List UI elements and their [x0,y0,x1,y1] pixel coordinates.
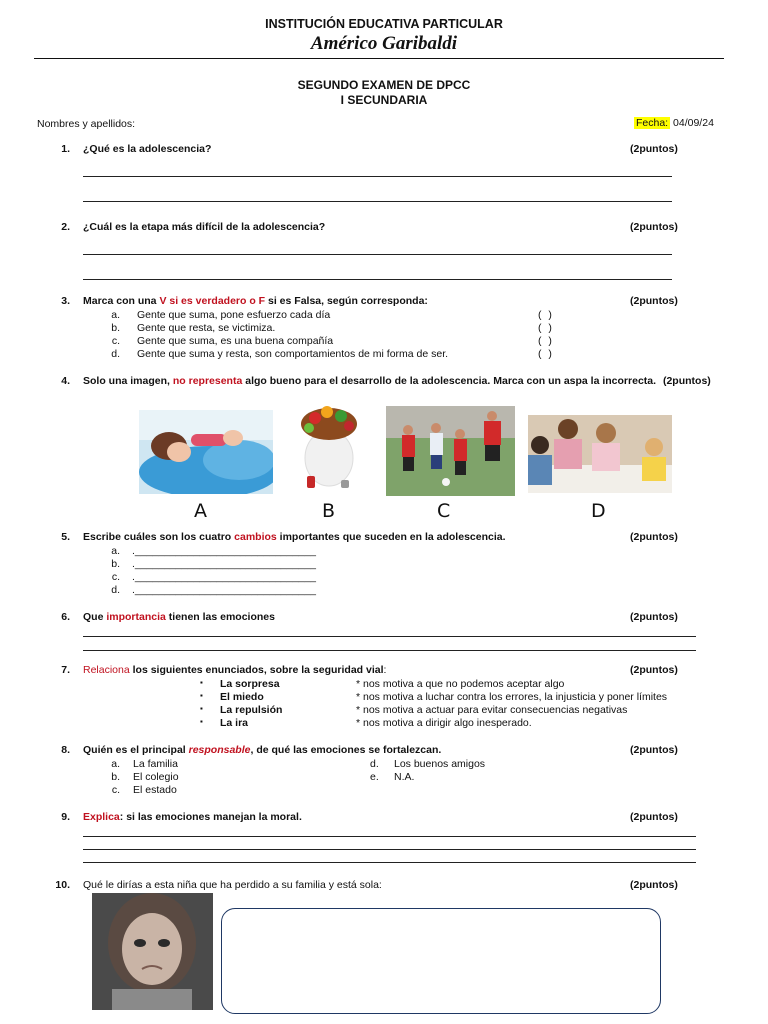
question-points: (2puntos) [630,221,678,233]
answer-line[interactable] [83,836,696,837]
date-value: 04/09/24 [673,117,714,129]
question-number: 2. [61,221,70,233]
exam-grade: I SECUNDARIA [340,93,428,107]
image-d-kids-learning[interactable] [528,415,672,493]
answer-line[interactable] [83,279,672,280]
image-label: C [437,500,451,522]
answer-line[interactable] [83,201,672,202]
question-number: 4. [61,375,70,387]
option[interactable]: Los buenos amigos [394,758,486,770]
question-text: Escribe cuáles son los cuatro cambios importantes que suceden en la adolescencia. [83,531,506,543]
question-points: (2puntos) [630,744,678,756]
institution-title: INSTITUCIÓN EDUCATIVA PARTICULAR [265,17,503,31]
true-false-box[interactable]: ( ) [538,348,554,360]
question-text: ¿Qué es la adolescencia? [83,143,212,155]
option[interactable]: La familia [133,758,178,770]
question-points: (2puntos) [630,664,678,676]
answer-line[interactable] [83,849,696,850]
exam-title-block [0,78,768,108]
question-text: Marca con una V si es verdadero o F si es Falsa, según corresponda: [83,295,428,307]
answer-line[interactable] [83,254,672,255]
fill-in-blank[interactable]: ._______________________________ [132,558,316,570]
true-false-box[interactable]: ( ) [538,335,554,347]
option[interactable]: N.A. [394,771,415,783]
option[interactable]: El colegio [133,771,179,783]
image-c-soccer-players[interactable] [386,406,515,496]
question-number: 3. [61,295,70,307]
true-false-box[interactable]: ( ) [538,309,554,321]
question-text: Quién es el principal responsable, de qué las emociones se fortalezcan. [83,744,442,756]
fill-in-blank[interactable]: ._______________________________ [132,545,316,557]
question-number: 6. [61,611,70,623]
answer-textbox[interactable] [221,908,661,1014]
image-label: D [591,500,606,522]
image-label: A [194,500,207,522]
question-points: (2puntos) [630,879,678,891]
answer-line[interactable] [83,650,696,651]
question-number: 7. [61,664,70,676]
question-points: (2puntos) [630,811,678,823]
question-number: 10. [55,879,70,891]
question-number: 8. [61,744,70,756]
exam-title: SEGUNDO EXAMEN DE DPCC [297,78,471,92]
answer-line[interactable] [83,862,696,863]
answer-line[interactable] [83,636,696,637]
question-points: (2puntos) [630,531,678,543]
question-text: Explica: si las emociones manejan la moral. [83,811,302,823]
question-points: (2puntos) [630,295,678,307]
school-name: Américo Garibaldi [310,33,458,54]
question-text: Que importancia tienen las emociones [83,611,275,623]
image-b-healthy-food-head[interactable] [287,402,371,494]
question-text: ¿Cuál es la etapa más difícil de la adolescencia? [83,221,326,233]
fill-in-blank[interactable]: ._______________________________ [132,584,316,596]
question-text: Qué le dirías a esta niña que ha perdido a su familia y está sola: [83,879,382,891]
names-label: Nombres y apellidos: [37,118,136,130]
answer-line[interactable] [83,176,672,177]
question-points: (2puntos) [630,611,678,623]
fill-in-blank[interactable]: ._______________________________ [132,571,316,583]
question-number: 9. [61,811,70,823]
header-divider [34,58,724,59]
question-text: Solo una imagen, no representa algo bueno para el desarrollo de la adolescencia. Marca con un aspa la incorrecta. (2puntos) [83,375,711,387]
image-a-sleeping-teen[interactable] [139,410,273,494]
image-label: B [322,500,336,522]
option[interactable]: El estado [133,784,177,796]
question-points: (2puntos) [630,143,678,155]
question-number: 1. [61,143,70,155]
question-number: 5. [61,531,70,543]
true-false-box[interactable]: ( ) [538,322,554,334]
date-label: Fecha: [636,117,669,129]
question-text: Relaciona los siguientes enunciados, sobre la seguridad vial: [83,664,387,676]
date-field [634,117,714,129]
image-sad-girl [92,893,213,1010]
